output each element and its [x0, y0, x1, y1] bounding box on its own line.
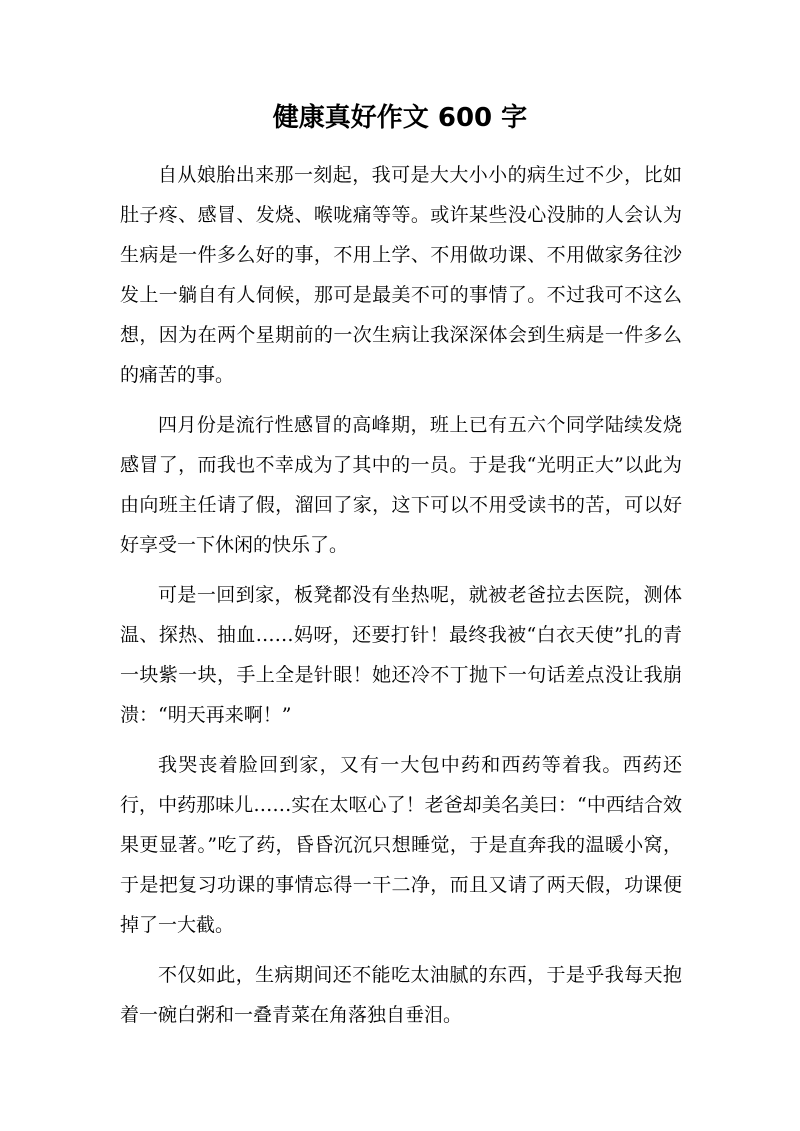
paragraph-4: 我哭丧着脸回到家，又有一大包中药和西药等着我。西药还行，中药那味儿……实在太呕心了！老爸却美名美曰：“中西结合效果更显著。”吃了药，昏昏沉沉只想睡觉，于是直奔我的温暖小窝，于是把复习功课的事情忘得一干二净，而且又请了两天假，功课便掉了一大截。: [120, 754, 682, 936]
document-title: 健康真好作文 600 字: [272, 103, 528, 133]
paragraph-2: 四月份是流行性感冒的高峰期，班上已有五六个同学陆续发烧感冒了，而我也不幸成为了其中的一员。于是我“光明正大”以此为由向班主任请了假，溜回了家，这下可以不用受读书的苦，可以好好享受一下休闲的快乐了。: [120, 414, 682, 556]
document-body: [120, 155, 682, 1045]
paragraph-3: 可是一回到家，板凳都没有坐热呢，就被老爸拉去医院，测体温、探热、抽血……妈呀，还要打针！最终我被“白衣天使”扎的青一块紫一块，手上全是针眼！她还冷不丁抛下一句话差点没让我崩溃：“明天再来啊！”: [120, 584, 682, 726]
paragraph-1: 自从娘胎出来那一刻起，我可是大大小小的病生过不少，比如肚子疼、感冒、发烧、喉咙痛等等。或许某些没心没肺的人会认为生病是一件多么好的事，不用上学、不用做功课、不用做家务往沙发上一躺自有人伺候，那可是最美不可的事情了。不过我可不这么想，因为在两个星期前的一次生病让我深深体会到生病是一件多么的痛苦的事。: [120, 164, 682, 386]
paragraph-5: 不仅如此，生病期间还不能吃太油腻的东西，于是乎我每天抱着一碗白粥和一叠青菜在角落独自垂泪。: [120, 964, 682, 1026]
